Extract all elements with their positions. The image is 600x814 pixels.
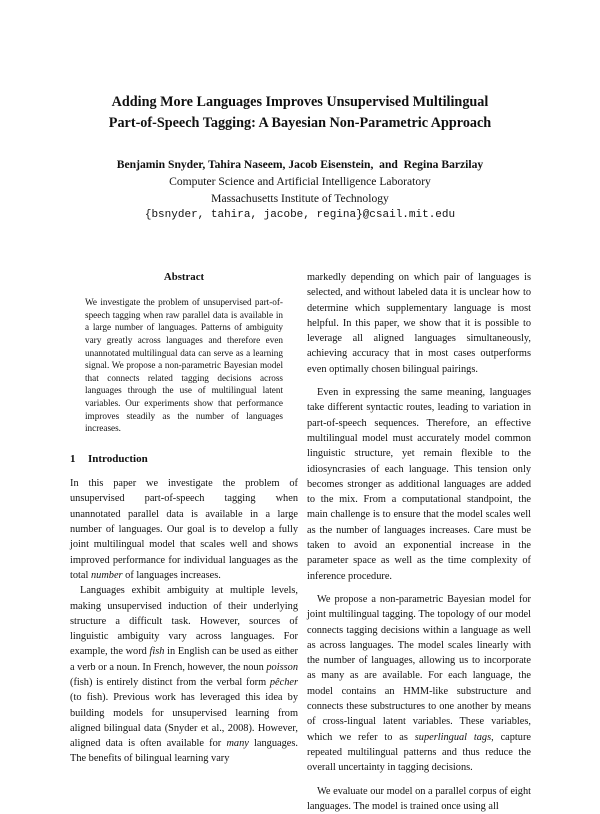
- author-emails: {bsnyder, tahira, jacobe, regina}@csail.mit.edu: [0, 207, 600, 224]
- section-title: Introduction: [88, 453, 148, 465]
- paper-title: [0, 92, 600, 134]
- right-column: [307, 270, 531, 814]
- text-run: , capture repeated multilingual patterns and thus reduce the overall uncertainty in tagging decisions.: [307, 732, 531, 774]
- emphasis: many: [226, 738, 248, 749]
- text-run: Languages exhibit ambiguity at multiple levels, making unsupervised induction of their underlying structure a difficult task. However, sources of linguistic ambiguity vary across languages. For example, the word: [70, 585, 298, 657]
- author-block: [0, 156, 600, 224]
- section-heading: [70, 452, 298, 467]
- abstract-heading: Abstract: [70, 270, 298, 285]
- body-paragraph-4: We evaluate our model on a parallel corpus of eight languages. The model is trained once using all: [307, 784, 531, 814]
- intro-paragraph-1: [70, 476, 298, 583]
- text-run: (to fish). Previous work has leveraged this idea by building models for unsupervised learning from aligned bilingual data (Snyder et al., 2008). However, aligned data is often available for: [70, 692, 298, 749]
- affiliation-lab: Computer Science and Artificial Intelligence Laboratory: [0, 173, 600, 190]
- body-paragraph-3: [307, 592, 531, 776]
- emphasis: fish: [150, 646, 165, 657]
- title-line-2: Part-of-Speech Tagging: A Bayesian Non-Parametric Approach: [0, 113, 600, 134]
- intro-paragraph-2: [70, 583, 298, 767]
- section-number: 1: [70, 452, 88, 467]
- abstract-text: We investigate the problem of unsupervised part-of-speech tagging when raw parallel data is available in a large number of languages. Patterns of ambiguity vary greatly across languages and therefore even unannotated multilingual data can serve as a learning signal. We propose a non-parametric Bayesian model that connects related tagging decisions across languages through the use of multilingual latent variables. Our experiments show that performance improves steadily as the number of languages increases.: [85, 296, 283, 435]
- text-run: of languages increases.: [123, 570, 221, 581]
- title-line-1: Adding More Languages Improves Unsupervised Multilingual: [0, 92, 600, 113]
- left-column: [70, 270, 298, 767]
- affiliation-institute: Massachusetts Institute of Technology: [0, 190, 600, 207]
- text-run: languages. The benefits of bilingual learning vary: [70, 738, 298, 764]
- emphasis: number: [91, 570, 123, 581]
- emphasis: superlingual tags: [415, 732, 491, 743]
- text-run: In this paper we investigate the problem of unsupervised part-of-speech tagging when unannotated parallel data is available in a large number of languages. Our goal is to develop a fully joint multilingual model that scales well and shows improved performance for individual languages as the total: [70, 478, 298, 581]
- text-run: (fish) is entirely distinct from the verbal form: [70, 677, 270, 688]
- body-paragraph-2: Even in expressing the same meaning, languages take different syntactic routes, leading to variation in part-of-speech sequences. Therefore, an effective multilingual model must accurately model common linguistic structure, yet remain flexible to the idiosyncrasies of each language. This tension only becomes stronger as additional languages are added to the mix. From a computational standpoint, the main challenge is to ensure that the model scales well as the number of languages increases. Care must be taken to avoid an exponential increase in the parameter space as well as the time complexity of inference procedure.: [307, 385, 531, 584]
- emphasis: pêcher: [270, 677, 298, 688]
- author-names: Benjamin Snyder, Tahira Naseem, Jacob Eisenstein, and Regina Barzilay: [0, 156, 600, 173]
- text-run: We propose a non-parametric Bayesian model for joint multilingual tagging. The topology of our model connects tagging decisions within a language as well as across languages. The model scales linearly with the number of languages, allowing us to incorporate as many as are available. For each language, the model contains an HMM-like substructure and connects these substructures to one another by means of cross-lingual latent variables. These variables, which we refer to as: [307, 594, 531, 743]
- emphasis: poisson: [266, 662, 298, 673]
- text-run: in English can be used as either a verb or a noun. In French, however, the noun: [70, 646, 298, 672]
- continued-paragraph: markedly depending on which pair of languages is selected, and without labeled data it is unclear how to determine which supplementary language is most helpful. In this paper, we show that it is possible to leverage all aligned languages simultaneously, achieving accuracy that in most cases outperforms even optimally chosen bilingual pairings.: [307, 270, 531, 377]
